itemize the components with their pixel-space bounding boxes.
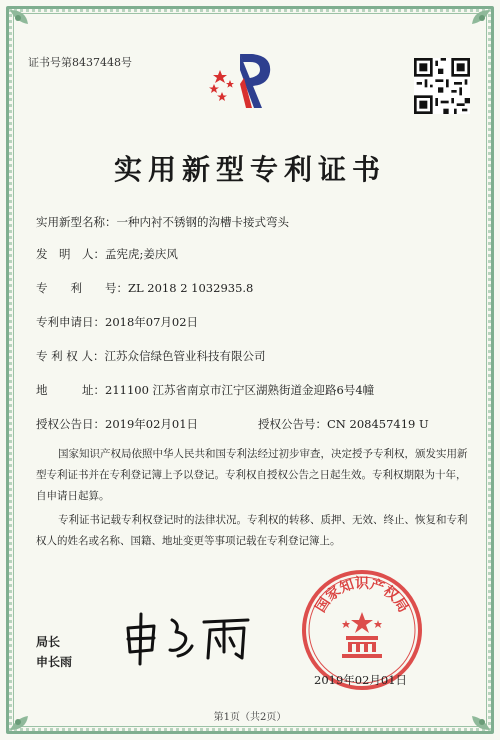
utility-model-name-label: 实用新型名称：	[36, 215, 117, 229]
utility-model-name-value: 一种内衬不锈钢的沟槽卡接式弯头	[116, 215, 289, 229]
seal-text: 国家知识产权局	[312, 576, 412, 616]
handwritten-signature-icon	[120, 606, 260, 666]
qr-code-icon	[414, 58, 470, 114]
signatory-name: 申长雨	[36, 655, 73, 669]
signatory-title: 局长	[36, 635, 61, 649]
filing-date-row	[36, 314, 198, 330]
corner-ornament-icon	[8, 8, 44, 44]
seal-date: 2019年02月01日	[314, 673, 408, 687]
grant-date-row	[36, 416, 198, 432]
cnipa-logo-icon	[200, 48, 280, 118]
inventor-value: 孟宪虎;姜庆风	[105, 247, 178, 261]
address-row	[36, 382, 374, 398]
grant-statement-paragraph: 国家知识产权局依照中华人民共和国专利法经过初步审查，决定授予专利权，颁发实用新型专利证书并在专利登记簿上予以登记。专利权自授权公告之日起生效。专利权期限为十年，自申请日起算。	[36, 448, 468, 502]
corner-ornament-icon	[456, 8, 492, 44]
patent-number-label: 专 利 号：	[36, 281, 128, 295]
grant-number-value: CN 208457419 U	[327, 417, 429, 431]
grant-number-row	[258, 416, 429, 432]
grant-date-label: 授权公告日：	[36, 417, 105, 431]
patentee-value: 江苏众信绿色管业科技有限公司	[104, 349, 266, 363]
patent-number-value: ZL 2018 2 1032935.8	[128, 281, 254, 295]
inventor-label: 发 明 人：	[36, 247, 105, 261]
patentee-label: 专 利 权 人：	[36, 349, 105, 363]
address-value: 211100 江苏省南京市江宁区湖熟街道金迎路6号4幢	[105, 383, 375, 397]
utility-model-name-row	[36, 214, 289, 230]
filing-date-label: 专利申请日：	[36, 315, 105, 329]
patentee-row	[36, 348, 265, 364]
grant-number-label: 授权公告号：	[258, 417, 327, 431]
patent-number-row	[36, 280, 253, 296]
signatory-block	[36, 632, 72, 672]
address-label: 地 址：	[36, 383, 105, 397]
inventor-row	[36, 246, 178, 262]
page-footer: 第1页（共2页）	[213, 712, 287, 723]
filing-date-value: 2018年07月02日	[105, 315, 199, 329]
page-title: 实用新型专利证书	[113, 153, 386, 186]
certificate-number: 证书号第8437448号	[28, 56, 132, 69]
legal-status-paragraph: 专利证书记载专利权登记时的法律状况。专利权的转移、质押、无效、终止、恢复和专利权人的姓名或名称、国籍、地址变更等事项记载在专利登记簿上。	[36, 514, 468, 547]
grant-date-value: 2019年02月01日	[105, 417, 199, 431]
